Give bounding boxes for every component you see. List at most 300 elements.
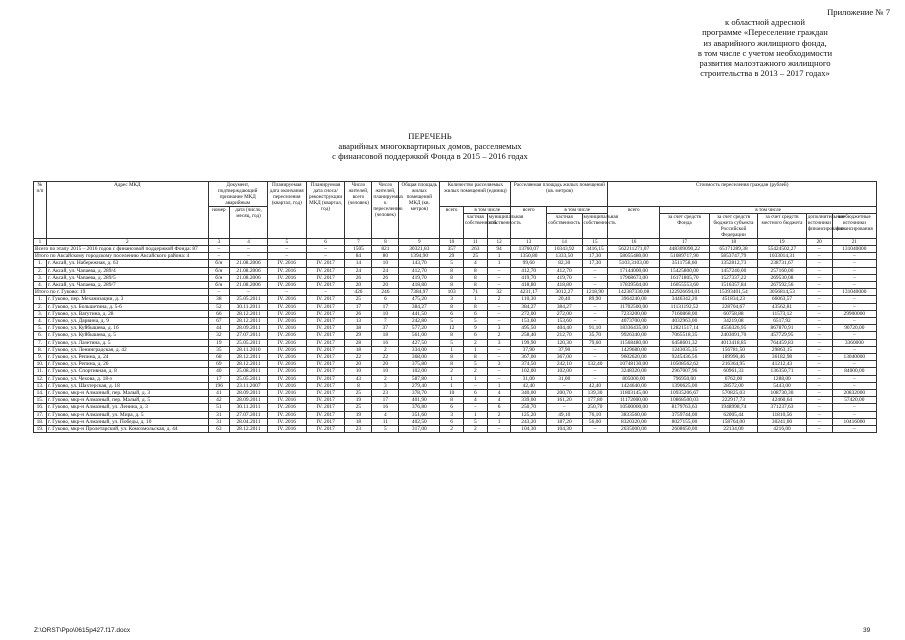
value-cell: 9602620,00 [608, 354, 660, 361]
row-number: 8. [34, 346, 47, 353]
value-cell: IV. 2016 [267, 346, 306, 353]
address-cell: г. Гуково, мкр-н Алмазный, ул. Победы, д. 10 [46, 418, 208, 425]
row-number: 2. [34, 303, 47, 310]
table-row [34, 310, 877, 317]
value-cell: – [806, 296, 832, 303]
value-cell: 25.05.2011 [230, 296, 268, 303]
value-cell: 23 [372, 390, 399, 397]
value-cell: – [806, 346, 832, 353]
value-cell: – [832, 404, 876, 411]
title-line: аварийных многоквартирных домов, расселяемых [338, 141, 522, 151]
value-cell: 153,60 [546, 318, 582, 325]
value-cell: – [806, 303, 832, 310]
value-cell: 161,20 [546, 397, 582, 404]
value-cell: 1033014,31 [758, 253, 807, 260]
value-cell: 51089717,90 [660, 253, 710, 260]
value-cell: IV. 2017 [306, 375, 345, 382]
value-cell: 142387330,08 [608, 289, 660, 296]
value-cell: 4 [487, 390, 511, 397]
value-cell: – [806, 332, 832, 339]
value-cell: IV. 2017 [306, 354, 345, 361]
document-title [300, 131, 560, 161]
table-row [34, 368, 877, 375]
value-cell: 28.12.2011 [230, 426, 268, 433]
value-cell: 1 [440, 375, 464, 382]
header-cost-fund: за счет средств Фонда [660, 214, 710, 239]
row-number: 9. [34, 354, 47, 361]
value-cell: 42,40 [511, 382, 547, 389]
value-cell: 37,90 [546, 346, 582, 353]
column-number: 1 [34, 239, 47, 246]
table-row [34, 274, 877, 281]
value-cell: 25 [345, 390, 372, 397]
value-cell: 8 [440, 303, 464, 310]
value-cell: 13 [345, 318, 372, 325]
header-address: Адрес МКД [46, 182, 208, 239]
value-cell: 37 [372, 325, 399, 332]
value-cell: 418,80 [399, 282, 440, 289]
value-cell: 4032963,00 [660, 318, 710, 325]
header-rooms-municipal: муниципальная собственность [487, 214, 511, 239]
value-cell: 317,00 [399, 426, 440, 433]
value-cell: 31,00 [546, 375, 582, 382]
value-cell: 6 [440, 404, 464, 411]
value-cell: 867870,91 [758, 325, 807, 332]
value-cell: 10 [345, 368, 372, 375]
value-cell: 20 [372, 361, 399, 368]
value-cell: 3012,27 [546, 289, 582, 296]
value-cell: б/н [208, 274, 230, 281]
value-cell: IV. 2016 [267, 339, 306, 346]
value-cell: – [230, 246, 268, 253]
value-cell: IV. 2016 [267, 361, 306, 368]
value-cell: – [267, 289, 306, 296]
value-cell: 28.12.2011 [230, 354, 268, 361]
column-number: 18 [709, 239, 758, 246]
value-cell: 6458601,32 [660, 339, 710, 346]
header-cost-incl: в том числе [660, 207, 877, 214]
value-cell: 357 [440, 246, 464, 253]
value-cell: 3416,15 [582, 246, 608, 253]
value-cell: 4 [372, 411, 399, 418]
houses-table [33, 181, 877, 433]
value-cell: IV. 2017 [306, 318, 345, 325]
value-cell: 132,40 [582, 361, 608, 368]
value-cell: 177,80 [582, 397, 608, 404]
row-number: 19. [34, 426, 47, 433]
value-cell: 99,60 [511, 260, 547, 267]
value-cell: 10868500,03 [660, 397, 710, 404]
value-cell: 29 [345, 332, 372, 339]
value-cell: 12821517,14 [660, 325, 710, 332]
value-cell: IV. 2016 [267, 368, 306, 375]
header-cost-total: всего [608, 207, 660, 239]
address-cell: г. Гуково, ул. Дарвина, д. 9 [46, 318, 208, 325]
value-cell: 263 [464, 246, 488, 253]
value-cell: – [806, 368, 832, 375]
value-cell: – [582, 318, 608, 325]
header-area: Общая площадь жилых помещений МКД (кв. метров) [399, 182, 440, 239]
value-cell: 796950,00 [660, 375, 710, 382]
value-cell: 3248320,00 [608, 368, 660, 375]
value-cell: 269530,08 [758, 274, 807, 281]
value-cell: 21.08.2006 [230, 260, 268, 267]
value-cell: IV. 2016 [267, 426, 306, 433]
value-cell: 25.05.2011 [230, 339, 268, 346]
value-cell: 125,20 [511, 411, 547, 418]
value-cell: 4073700,00 [608, 318, 660, 325]
table-row [34, 418, 877, 425]
value-cell: 28.09.2011 [230, 397, 268, 404]
value-cell: 156781,50 [709, 346, 758, 353]
value-cell: 3 [487, 361, 511, 368]
value-cell: 272,00 [546, 310, 582, 317]
value-cell: 3 [487, 339, 511, 346]
value-cell: IV. 2016 [267, 325, 306, 332]
value-cell: 457729,95 [758, 332, 807, 339]
value-cell: 404,40 [546, 325, 582, 332]
row-number: 18. [34, 418, 47, 425]
value-cell: – [832, 303, 876, 310]
value-cell: 58055480,00 [608, 253, 660, 260]
value-cell: 102,00 [511, 368, 547, 375]
value-cell: 66 [208, 310, 230, 317]
value-cell: 57420,00 [832, 397, 876, 404]
table-row [34, 354, 877, 361]
value-cell: 6 [372, 296, 399, 303]
column-number: 7 [345, 239, 372, 246]
value-cell: – [832, 375, 876, 382]
value-cell: – [582, 354, 608, 361]
value-cell: 11810,56 [758, 411, 807, 418]
value-cell: 9 [464, 325, 488, 332]
value-cell: 69 [208, 361, 230, 368]
value-cell: IV. 2017 [306, 310, 345, 317]
header-rooms-total: всего [440, 207, 464, 239]
page-number: 39 [863, 627, 871, 634]
value-cell: IV. 2017 [306, 390, 345, 397]
value-cell: 418,80 [546, 282, 582, 289]
value-cell: – [546, 404, 582, 411]
annex-line: к областной адресной [725, 17, 805, 28]
value-cell: 28.12.2011 [230, 318, 268, 325]
value-cell: 419,70 [546, 274, 582, 281]
value-cell: 5103,3103,00 [608, 260, 660, 267]
value-cell: 25.05.2011 [230, 375, 268, 382]
value-cell: 8027155,00 [660, 418, 710, 425]
value-cell: 8179763,63 [660, 404, 710, 411]
value-cell: IV. 2017 [306, 418, 345, 425]
value-cell: 110,30 [511, 296, 547, 303]
address-cell: г. Аксай, ул. Чапаева, д. 289/7 [46, 282, 208, 289]
value-cell: 27.07.2011 [230, 332, 268, 339]
value-cell: – [582, 274, 608, 281]
value-cell: 30241,00 [758, 418, 807, 425]
value-cell: – [806, 282, 832, 289]
value-cell: – [546, 382, 582, 389]
value-cell: 378,70 [399, 390, 440, 397]
value-cell: 3 [440, 411, 464, 418]
value-cell: 5 [440, 339, 464, 346]
address-cell: г. Гуково, ул. Большетина, д. 5-6 [46, 303, 208, 310]
value-cell: 79,60 [582, 339, 608, 346]
value-cell: – [806, 390, 832, 397]
annex-line: строительства в 2013 – 2017 годах» [700, 68, 830, 79]
value-cell: 60758,88 [709, 310, 758, 317]
value-cell: 31 [208, 411, 230, 418]
header-sqm-total: всего [511, 207, 547, 239]
value-cell: 196 [208, 382, 230, 389]
value-cell: 187,20 [546, 418, 582, 425]
value-cell: 22 [372, 354, 399, 361]
value-cell: 63 [208, 426, 230, 433]
value-cell: 10 [372, 310, 399, 317]
value-cell: 10935206,67 [660, 390, 710, 397]
title-line: ПЕРЕЧЕНЬ [408, 131, 452, 141]
value-cell: 29 [440, 253, 464, 260]
value-cell: 8 [464, 274, 488, 281]
value-cell: 28572,00 [709, 382, 758, 389]
value-cell: 15393401,54 [709, 289, 758, 296]
value-cell: – [487, 282, 511, 289]
value-cell: IV. 2016 [267, 310, 306, 317]
value-cell: 1 [487, 382, 511, 389]
value-cell: – [806, 361, 832, 368]
table-row [34, 375, 877, 382]
value-cell: – [306, 246, 345, 253]
value-cell: – [832, 382, 876, 389]
value-cell: – [806, 246, 832, 253]
value-cell: 13040000 [832, 354, 876, 361]
value-cell: 35,70 [582, 332, 608, 339]
value-cell: 20,40 [546, 296, 582, 303]
value-cell: 495,50 [511, 325, 547, 332]
value-cell: 10500000,00 [608, 404, 660, 411]
value-cell: 1 [464, 346, 488, 353]
address-cell: г. Гуково, ул. Репина, д. 26 [46, 361, 208, 368]
value-cell: 43 [345, 375, 372, 382]
value-cell: IV. 2016 [267, 411, 306, 418]
value-cell: 94 [487, 246, 511, 253]
column-number: 11 [464, 239, 488, 246]
value-cell: 14 [345, 260, 372, 267]
value-cell: 4 [464, 397, 488, 404]
annex-line: в том числе с учетом необходимости [697, 47, 833, 58]
address-cell: г. Гуково, пер. Механизации, д. 3 [46, 296, 208, 303]
value-cell: 7160868,00 [660, 310, 710, 317]
value-cell: IV. 2017 [306, 426, 345, 433]
address-cell: г. Гуково, мкр-н Пролетарский, ул. Комсомольская, д. 44 [46, 426, 208, 433]
value-cell: IV. 2017 [306, 339, 345, 346]
value-cell: 1 [487, 260, 511, 267]
table-row [34, 397, 877, 404]
value-cell: 62005,44 [709, 411, 758, 418]
value-cell: – [487, 346, 511, 353]
header-plan-end: Планируемая дата окончания переселения (квартал, год) [267, 182, 306, 239]
value-cell: – [487, 318, 511, 325]
table-row [34, 267, 877, 274]
value-cell: – [267, 253, 306, 260]
value-cell: 2 [487, 411, 511, 418]
value-cell: 570825,03 [709, 390, 758, 397]
value-cell: 30321,83 [399, 246, 440, 253]
value-cell: 426 [345, 289, 372, 296]
value-cell: 43562,81 [758, 303, 807, 310]
value-cell: 1350,80 [511, 253, 547, 260]
value-cell: 222917,73 [709, 397, 758, 404]
row-number: 1. [34, 296, 47, 303]
value-cell: 2 [440, 368, 464, 375]
value-cell: 25 [345, 404, 372, 411]
value-cell: 367,00 [546, 354, 582, 361]
value-cell: 8 [464, 303, 488, 310]
row-number: 15. [34, 397, 47, 404]
value-cell: – [806, 354, 832, 361]
value-cell: 158764,00 [709, 418, 758, 425]
value-cell: – [806, 418, 832, 425]
value-cell: 16055553,60 [660, 282, 710, 289]
value-cell: – [806, 411, 832, 418]
address-cell: г. Гуково, ул. Ватутина, д. 28 [46, 310, 208, 317]
address-cell: г. Гуково, мкр-н Алмазный, ул. Мира, д. 5 [46, 411, 208, 418]
table-header [34, 182, 877, 246]
value-cell: 5 [464, 361, 488, 368]
value-cell: 2608650,00 [660, 426, 710, 433]
value-cell: 2635000,00 [608, 426, 660, 433]
table-row [34, 404, 877, 411]
value-cell: 108730,30 [758, 390, 807, 397]
value-cell: 11172000,00 [608, 397, 660, 404]
value-cell: 143,70 [399, 260, 440, 267]
value-cell: 27.07.2011 [230, 411, 268, 418]
value-cell: 25 [345, 296, 372, 303]
value-cell: 451834,23 [709, 296, 758, 303]
value-cell: – [806, 397, 832, 404]
value-cell: 246 [372, 289, 399, 296]
value-cell: 26 [345, 274, 372, 281]
value-cell: 242,10 [546, 361, 582, 368]
value-cell: 18 [372, 332, 399, 339]
address-cell: г. Гуково, ул. Репина, д. 24 [46, 354, 208, 361]
table-row [34, 303, 877, 310]
value-cell: 102,00 [546, 368, 582, 375]
value-cell: 30.11.2011 [230, 303, 268, 310]
value-cell: 351,60 [399, 411, 440, 418]
value-cell: 42460,64 [758, 397, 807, 404]
value-cell: 11131192,52 [660, 303, 710, 310]
value-cell: 17 [208, 375, 230, 382]
value-cell: 60961,33 [709, 368, 758, 375]
value-cell: 250,70 [511, 404, 547, 411]
value-cell: 1333,50 [546, 253, 582, 260]
total-label: Итого по г. Гуково: 19 [34, 289, 209, 296]
value-cell: IV. 2016 [267, 267, 306, 274]
value-cell: 374,50 [511, 361, 547, 368]
value-cell: 7 [372, 318, 399, 325]
row-number: 11. [34, 368, 47, 375]
value-cell: 6762,00 [709, 375, 758, 382]
value-cell: 30.11.2011 [230, 404, 268, 411]
address-cell: г. Аксай, ул. Чапаева, д. 289/5 [46, 274, 208, 281]
table-row [34, 339, 877, 346]
value-cell: – [487, 267, 511, 274]
value-cell: IV. 2017 [306, 332, 345, 339]
value-cell: 3056814,53 [758, 289, 807, 296]
table-row [34, 318, 877, 325]
value-cell: 272,00 [511, 310, 547, 317]
value-cell: IV. 2016 [267, 375, 306, 382]
value-cell: 28.11.2010 [230, 346, 268, 353]
header-doc-number: номер [208, 207, 230, 239]
value-cell: 17,30 [582, 260, 608, 267]
annex-line: развития малоэтажного жилищного [699, 58, 831, 69]
value-cell: 1 [487, 253, 511, 260]
value-cell: – [832, 426, 876, 433]
value-cell: 334,00 [399, 346, 440, 353]
value-cell: 764459,83 [758, 339, 807, 346]
value-cell: 56,00 [582, 418, 608, 425]
value-cell: IV. 2017 [306, 267, 345, 274]
value-cell: 10343,92 [546, 246, 582, 253]
value-cell: 29863,15 [758, 346, 807, 353]
value-cell: 1429680,00 [608, 346, 660, 353]
table-row [34, 411, 877, 418]
value-cell: 131040000 [832, 289, 876, 296]
header-doc-date: дата (число, месяц, год) [230, 207, 268, 239]
value-cell: 6517,92 [758, 318, 807, 325]
value-cell: 805000,00 [608, 375, 660, 382]
value-cell: IV. 2016 [267, 354, 306, 361]
value-cell: 4556326,95 [709, 325, 758, 332]
value-cell: – [487, 354, 511, 361]
column-number: 19 [758, 239, 807, 246]
value-cell: IV. 2016 [267, 332, 306, 339]
value-cell: IV. 2016 [267, 318, 306, 325]
value-cell: IV. 2017 [306, 282, 345, 289]
value-cell: IV. 2017 [306, 274, 345, 281]
value-cell: 44 [208, 325, 230, 332]
address-cell: г. Гуково, мкр-н Алмазный, пер. Малый, д. 5 [46, 397, 208, 404]
value-cell: 23 [345, 426, 372, 433]
value-cell: 104,30 [546, 426, 582, 433]
value-cell: 5853747,79 [709, 253, 758, 260]
value-cell: 1527337,22 [709, 274, 758, 281]
value-cell: 441,50 [399, 310, 440, 317]
value-cell: 1 [464, 296, 488, 303]
value-cell: – [806, 375, 832, 382]
total-row [34, 253, 877, 260]
value-cell: IV. 2017 [306, 411, 345, 418]
value-cell: б/н [208, 267, 230, 274]
value-cell: IV. 2017 [306, 296, 345, 303]
total-label: Итого по Аксайскому городскому поселению Аксайского района: 4 [34, 253, 209, 260]
value-cell: 84 [345, 253, 372, 260]
value-cell: 17 [345, 303, 372, 310]
value-cell: – [806, 274, 832, 281]
value-cell: – [582, 310, 608, 317]
value-cell: 8320320,00 [608, 418, 660, 425]
value-cell: 38 [345, 325, 372, 332]
value-cell: IV. 2017 [306, 346, 345, 353]
value-cell: 11573,12 [758, 310, 807, 317]
value-cell: 49,10 [546, 411, 582, 418]
value-cell: 6 [464, 390, 488, 397]
header-cost-subject: за счет средств бюджета субъекта Российской Федерации [709, 214, 758, 239]
value-cell: IV. 2016 [267, 404, 306, 411]
value-cell: – [832, 282, 876, 289]
value-cell: 384,27 [399, 303, 440, 310]
column-number: 5 [267, 239, 306, 246]
